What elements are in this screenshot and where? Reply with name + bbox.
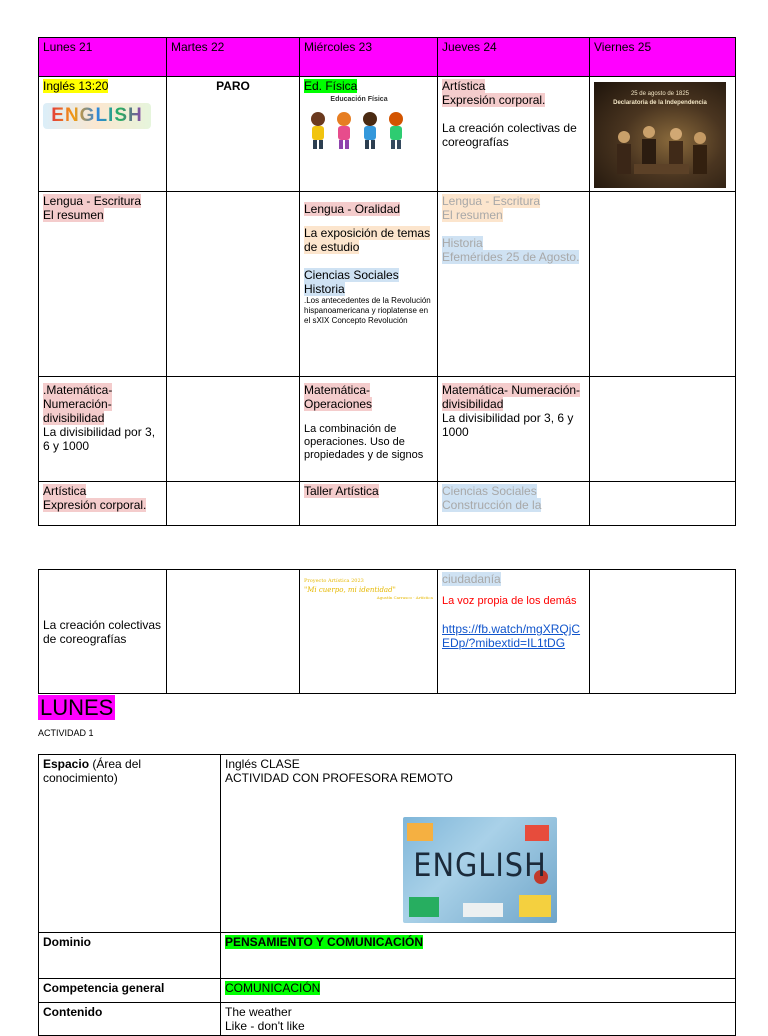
detail-row — [39, 933, 736, 979]
edfisica-label: Ed. Física — [304, 79, 358, 93]
espacio-label-extra: (Área del conocimiento) — [43, 757, 142, 785]
cell-martes-paro — [167, 77, 300, 192]
cell-viernes-empty — [590, 482, 736, 526]
cell-jueves-cs — [438, 482, 590, 526]
day-header: Martes 22 — [167, 38, 300, 77]
cell-miercoles-lengua — [300, 192, 438, 377]
edfisica-image: Educación Física — [304, 93, 414, 151]
competencia-value: COMUNICACIÓN — [225, 981, 321, 995]
artistica-sub: Expresión corporal. — [442, 93, 546, 107]
cell-miercoles-matematica — [300, 377, 438, 482]
competencia-label-cell — [39, 979, 221, 1003]
schedule-header-row — [39, 38, 736, 77]
lengua-sub: El resumen — [442, 208, 503, 222]
schedule-row — [39, 192, 736, 377]
matematica-text: La combinación de operaciones. Uso de propiedades y de signos — [304, 423, 424, 461]
lunes-heading: LUNES — [40, 695, 114, 720]
english-logo-image: ENGLISH — [43, 103, 151, 129]
cell-lunes-lengua — [39, 192, 167, 377]
schedule-row — [39, 482, 736, 526]
day-header: Lunes 21 — [39, 38, 167, 77]
detail-row — [39, 755, 736, 933]
day-header: Miércoles 23 — [300, 38, 438, 77]
cell-jueves-ciudadania — [438, 570, 590, 694]
historia-title: Historia — [442, 236, 483, 250]
actividad-label: ACTIVIDAD 1 — [38, 728, 94, 738]
dominio-value-cell — [221, 933, 736, 979]
dominio-value: PENSAMIENTO Y COMUNICACIÓN — [225, 935, 424, 949]
competencia-label: Competencia general — [43, 981, 165, 995]
artistica-sub: Expresión corporal. — [43, 498, 147, 512]
cell-jueves-lengua — [438, 192, 590, 377]
espacio-value-cell — [221, 755, 736, 933]
schedule-row — [39, 77, 736, 192]
cell-martes-empty — [167, 570, 300, 694]
cell-jueves-artistica — [438, 77, 590, 192]
kids-illustration — [304, 107, 414, 155]
competencia-value-cell — [221, 979, 736, 1003]
cell-lunes-creacion — [39, 570, 167, 694]
espacio-line2: ACTIVIDAD CON PROFESORA REMOTO — [225, 771, 453, 785]
contenido-line2: Like - don't like — [225, 1019, 305, 1033]
day-header: Jueves 24 — [438, 38, 590, 77]
cell-martes-empty — [167, 482, 300, 526]
schedule-row — [39, 570, 736, 694]
independencia-image: 25 de agosto de 1825 Declaratoria de la Independencia — [594, 82, 726, 188]
cs-title: Ciencias Sociales — [304, 268, 399, 282]
cs-sub: Historia — [304, 282, 345, 296]
oralidad-title: Lengua - Oralidad — [304, 202, 401, 216]
schedule-table-continued — [38, 569, 736, 694]
proyecto-image: Proyecto Artística 2023 "Mi cuerpo, mi identidad" Agustín Carrasco · Artística — [304, 578, 433, 600]
matematica-text: La divisibilidad por 3, 6 y 1000 — [442, 411, 574, 439]
lengua-title: Lengua - Escritura — [43, 194, 142, 208]
english-banner-image: ENGLISH — [403, 817, 557, 923]
detail-row — [39, 1003, 736, 1036]
cs-text: Ciencias Sociales Construcción de la — [442, 484, 542, 512]
cell-lunes-ingles — [39, 77, 167, 192]
day-header: Viernes 25 — [590, 38, 736, 77]
matematica-text: La divisibilidad por 3, 6 y 1000 — [43, 425, 156, 453]
ciudadania-title: ciudadanía — [442, 572, 501, 586]
contenido-line1: The weather — [225, 1005, 292, 1019]
schedule-table — [38, 37, 736, 526]
cell-viernes-empty — [590, 377, 736, 482]
video-link[interactable]: https://fb.watch/mgXRQjCEDp/?mibextid=IL1tDG — [442, 622, 581, 650]
cell-viernes-empty — [590, 570, 736, 694]
oralidad-text: La exposición de temas de estudio — [304, 226, 431, 254]
taller-title: Taller Artística — [304, 484, 379, 498]
artistica-title: Artística — [442, 79, 486, 93]
cell-viernes-independencia — [590, 77, 736, 192]
espacio-label-cell — [39, 755, 221, 933]
cell-miercoles-proyecto — [300, 570, 438, 694]
lengua-title: Lengua - Escritura — [442, 194, 541, 208]
detail-row — [39, 979, 736, 1003]
cell-viernes-empty — [590, 192, 736, 377]
ingles-label: Inglés 13:20 — [43, 79, 109, 93]
contenido-label-cell — [39, 1003, 221, 1036]
cell-martes-empty — [167, 192, 300, 377]
lengua-sub: El resumen — [43, 208, 104, 222]
schedule-row — [39, 377, 736, 482]
contenido-value-cell — [221, 1003, 736, 1036]
cell-jueves-matematica — [438, 377, 590, 482]
matematica-title: Matemática- Numeración- divisibilidad — [442, 383, 581, 411]
matematica-title: .Matemática- Numeración- divisibilidad — [43, 383, 113, 425]
artistica-text: La creación colectivas de coreografías — [442, 121, 577, 149]
historia-text: Efemérides 25 de Agosto. — [442, 250, 580, 264]
cell-miercoles-edfisica — [300, 77, 438, 192]
contenido-label: Contenido — [43, 1005, 103, 1019]
creacion-text: La creación colectivas de coreografías — [43, 617, 162, 646]
cell-miercoles-taller — [300, 482, 438, 526]
paro-label: PARO — [216, 79, 250, 93]
cell-lunes-artistica — [39, 482, 167, 526]
cell-martes-empty — [167, 377, 300, 482]
matematica-title: Matemática- Operaciones — [304, 383, 373, 411]
voz-propia-text: La voz propia de los demás — [442, 595, 577, 607]
cell-lunes-matematica — [39, 377, 167, 482]
dominio-label-cell — [39, 933, 221, 979]
espacio-label: Espacio — [43, 757, 90, 771]
dominio-label: Dominio — [43, 935, 91, 949]
activity-detail-table — [38, 754, 736, 1036]
espacio-line1: Inglés CLASE — [225, 757, 300, 771]
artistica-title: Artística — [43, 484, 87, 498]
cs-text: .Los antecedentes de la Revolución hispanoamericana y rioplatense en el sXIX Concepto Revolución — [304, 296, 431, 325]
